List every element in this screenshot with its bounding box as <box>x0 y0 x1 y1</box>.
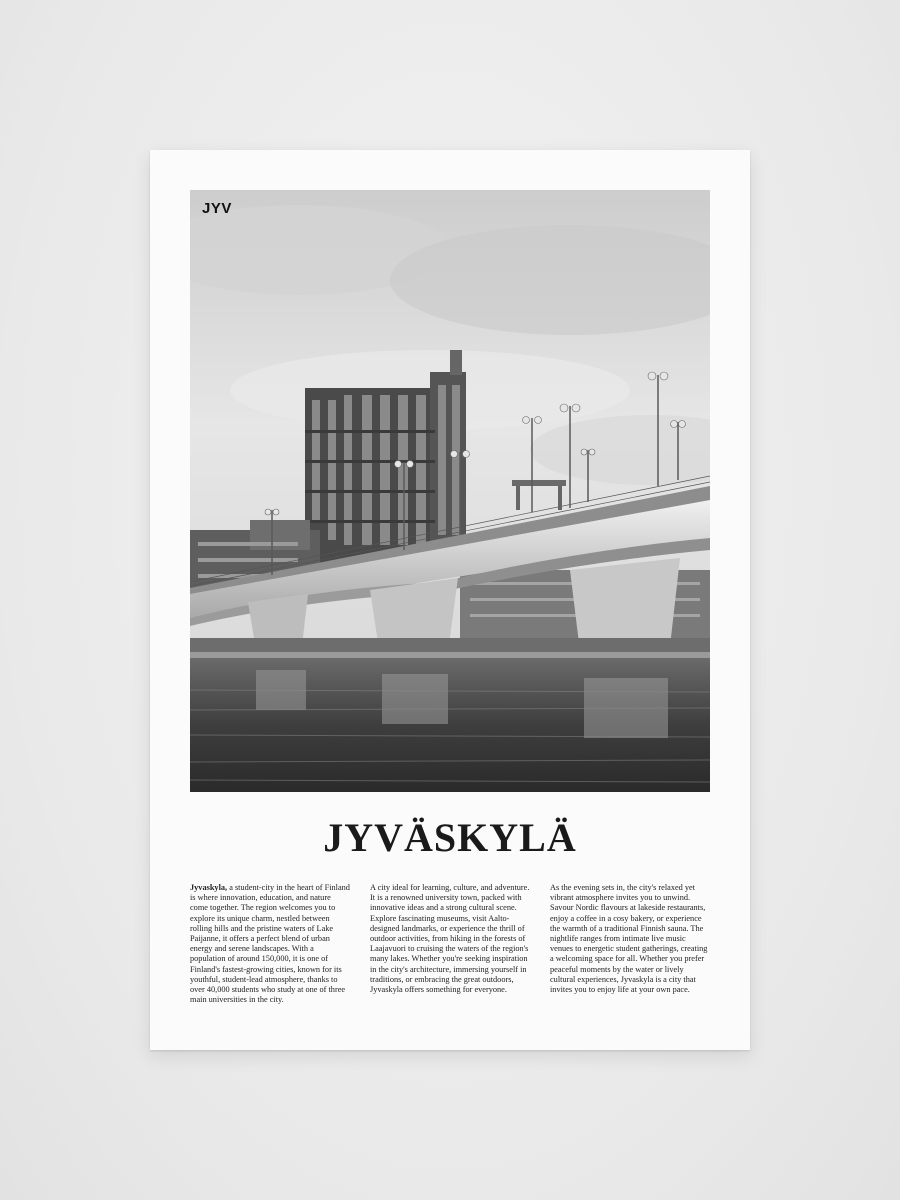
bridge-photo-icon <box>190 190 710 792</box>
column-text: A city ideal for learning, culture, and adventure. It is a renowned university town, packed with innovative ideas and a strong cultural scene. Explore fascinating museums, visit Aalto-designed landmarks, or experience the thrill of outdoor activities, from hiking in the forests of Laajavuori to cruising the waters of the region's many lakes. Whether you're seeking inspiration in the city's architecture, immersing yourself in traditions, or embracing the great outdoors, Jyvaskyla offers something for everyone. <box>370 883 530 995</box>
column-text: a student-city in the heart of Finland is where innovation, education, and nature come together. The region welcomes you to explore its unique charm, nestled between rolling hills and the pristine waters of Lake Paijanne, it offers a perfect blend of urban energy and serene landscapes. With a population of around 150,000, it is one of Finland's fastest-growing cities, known for its youthful, student-lead atmosphere, thanks to over 40,000 students who study at one of three main universities in the city. <box>190 883 350 1005</box>
city-code: JYV <box>202 200 232 217</box>
poster-title: JYVÄSKYLÄ <box>323 815 577 860</box>
column-lead: Jyvaskyla, <box>190 883 228 892</box>
text-column-2 <box>370 883 530 1005</box>
text-column-1 <box>190 883 350 1005</box>
poster <box>150 150 750 1050</box>
city-photo <box>190 190 710 792</box>
text-column-3 <box>550 883 710 1005</box>
column-text: As the evening sets in, the city's relaxed yet vibrant atmosphere invites you to unwind. Savour Nordic flavours at lakeside restaurants, enjoy a coffee in a cosy bakery, or experience the warmth of a traditional Finnish sauna. The nightlife ranges from intimate live music venues to energetic student gatherings, creating a welcoming space for all. Whether you prefer peaceful moments by the water or lively cultural experiences, Jyvaskyla is a city that invites you to enjoy life at your own pace. <box>550 883 708 995</box>
text-columns <box>190 883 710 1005</box>
